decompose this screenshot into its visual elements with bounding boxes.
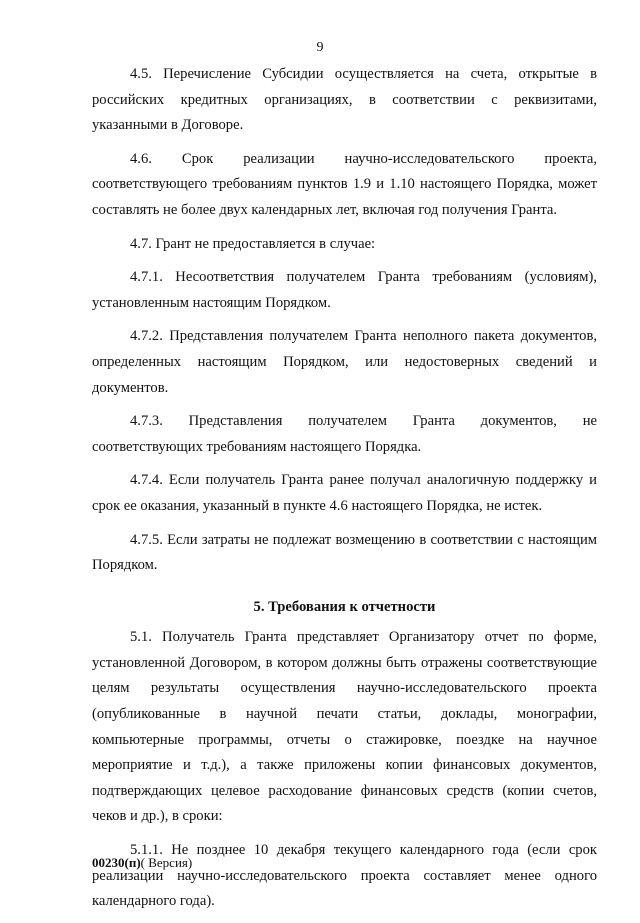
page-number: 9 [316, 40, 324, 55]
paragraph-4-5: 4.5. Перечисление Субсидии осуществляется на счета, открытые в российских кредитных организациях, в соответствии с реквизитами, указанными в Договоре. [92, 66, 597, 134]
paragraph-4-7-1: 4.7.1. Несоответствия получателем Гранта требованиям (условиям), установленным настоящим Порядком. [92, 269, 597, 311]
section-heading: 5. Требования к отчетности [253, 598, 436, 615]
paragraph-5-1: 5.1. Получатель Гранта представляет Организатору отчет по форме, установленной Договором, в котором должны быть отражены соответствующие целям результаты осуществления научно-исследовательского проекта (опубликованные в научной печати статьи, доклады, монографии, компьютерные программы, отчеты о стажировке, поездке на научное мероприятие и т.д.), а также приложены копии финансовых документов, подтверждающих целевое расходование финансовых средств (копии счетов, чеков и др.), в сроки: [92, 629, 597, 825]
paragraph-5-1-1: 5.1.1. Не позднее 10 декабря текущего календарного года (если срок реализации научно-исследовательского проекта составляет менее одного календарного года). [92, 842, 597, 910]
paragraph-4-7: 4.7. Грант не предоставляется в случае: [130, 235, 376, 252]
paragraph-4-6: 4.6. Срок реализации научно-исследовательского проекта, соответствующего требованиям пунктов 1.9 и 1.10 настоящего Порядка, может составлять не более двух календарных лет, включая год получения Гранта. [92, 150, 597, 218]
document-version: ( Версия) [140, 855, 193, 870]
paragraph-4-7-2: 4.7.2. Представления получателем Гранта неполного пакета документов, определенных настоящим Порядком, или недостоверных сведений и документов. [92, 328, 597, 396]
paragraph-4-7-3: 4.7.3. Представления получателем Гранта документов, не соответствующих требованиям настоящего Порядка. [92, 413, 597, 455]
paragraph-4-7-5: 4.7.5. Если затраты не подлежат возмещению в соответствии с настоящим Порядком. [92, 531, 597, 574]
document-footer [92, 855, 192, 871]
document-code: 00230(п) [92, 855, 141, 870]
document-body [92, 62, 597, 923]
paragraph-4-7-4: 4.7.4. Если получатель Гранта ранее получал аналогичную поддержку и срок ее оказания, указанный в пункте 4.6 настоящего Порядка, не истек. [92, 472, 597, 514]
